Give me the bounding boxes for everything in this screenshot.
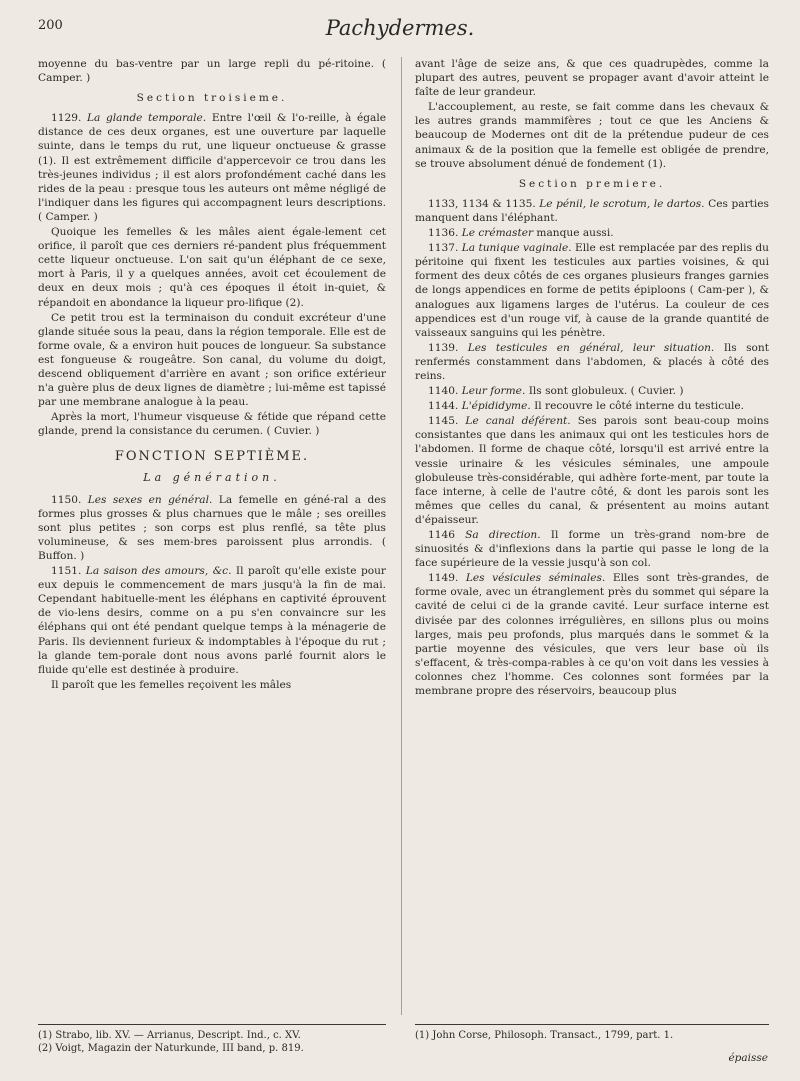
section-heading: Section troisieme. (136, 92, 288, 105)
paragraph-title: La glande temporale. (87, 112, 207, 125)
paragraph-title: Les vésicules séminales. (465, 572, 606, 585)
footnotes-left (38, 1024, 386, 1055)
paragraph: Ce petit trou est la terminaison du conduit excréteur d'une glande située sous la peau, dans la région temporale. Elle est de forme ovale, & a environ huit pouces de longueur. Sa substance est fongueuse & rougeâtre. Son canal, du volume du doigt, descend obliquement d'arrière en avant ; son orifice extérieur n'a guère plus de deux lignes de diamètre ; lui-même est tapissé par une membrane analogue à la peau. (38, 311, 386, 409)
paragraph-title: La tunique vaginale. (461, 242, 572, 255)
paragraph: Après la mort, l'humeur visqueuse & fétide que répand cette glande, prend la consistance du cerumen. ( Cuvier. ) (38, 411, 386, 438)
function-heading: FONCTION SEPTIÈME. (114, 449, 310, 465)
paragraph-title: Le canal déférent. (465, 415, 571, 428)
paragraph-title: Les testicules en général, leur situation. (467, 341, 715, 354)
paragraph-number: 1139. (428, 341, 459, 354)
paragraph-1145 (415, 414, 769, 527)
paragraph-number: 1149. (428, 572, 459, 585)
paragraph-text: Ses parois sont beau-coup moins consistantes que dans les animaux qui ont les testicules hors de l'abdomen. Il forme de chaque côté, lorsqu'il est arrivé entre la vessie urinaire & les vésicules séminales, une ampoule globuleuse très-considérable, qui adhère forte-ment, par toute la face interne, à celle de l'autre côté, & dont les parois sont les mêmes que celles du canal, & présentent au moins autant d'épaisseur. (415, 415, 769, 526)
paragraph-title: L'épididyme. (461, 400, 531, 413)
paragraph-number: 1133, 1134 & 1135. (428, 197, 536, 210)
paragraph-number: 1140. (428, 385, 459, 398)
page-number: 200 (38, 18, 63, 33)
paragraph-1137 (415, 241, 769, 340)
paragraph-1136 (415, 226, 769, 240)
footnote: (2) Voigt, Magazin der Naturkunde, III band, p. 819. (38, 1043, 304, 1054)
paragraph-text: Ils sont globuleux. ( Cuvier. ) (528, 385, 684, 398)
right-column (415, 57, 769, 699)
footnote: (1) Strabo, lib. XV. — Arrianus, Descript. Ind., c. XV. (38, 1030, 301, 1041)
running-head (0, 16, 800, 50)
paragraph-title: Sa direction. (465, 529, 541, 541)
catchword: épaisse (728, 1052, 768, 1064)
paragraph-text: Ils sont renfermés constamment dans l'abdomen, & placés à côté des reins. (415, 341, 769, 382)
footnote: (1) John Corse, Philosoph. Transact., 1799, part. 1. (415, 1030, 674, 1041)
running-title: Pachydermes. (325, 16, 475, 40)
paragraph-number: 1129. (51, 112, 82, 125)
paragraph-1129 (38, 111, 386, 224)
paragraph: avant l'âge de seize ans, & que ces quadrupèdes, comme la plupart des autres, peuvent se propager avant d'avoir atteint le faîte de leur grandeur. (415, 58, 769, 99)
paragraph-title: Leur forme. (461, 385, 526, 398)
paragraph-text: Entre l'œil & l'o-reille, à égale distance de ces deux organes, est une ouverture par laquelle suinte, dans le temps du rut, une liqueur onctueuse & grasse (1). Il est extrêmement difficile d'appercevoir ce trou dans les très-jeunes individus ; il est alors profondément caché dans les rides de la peau : presque tous les auteurs ont même négligé de l'indiquer dans les figures qui accompagnent leurs descriptions. ( Camper. ) (38, 112, 386, 223)
paragraph-1139 (415, 341, 769, 383)
paragraph-text: Elles sont très-grandes, de forme ovale, avec un étranglement près du sommet qui sépare la cavité de celui ci de la grande cavité. Leur surface interne est divisée par des colonnes irrégulières, en sillons plus ou moins larges, mais peu profonds, plus marqués dans le sommet & la partie moyenne des vésicules, que vers leur base où ils s'effacent, & très-compa-rables à ce qu'on voit dans les vessies à colonnes chez l'homme. Ces colonnes sont formées par la membrane propre des réservoirs, beaucoup plus (415, 572, 770, 698)
paragraph-1151 (38, 564, 386, 677)
paragraph: Quoique les femelles & les mâles aient égale-lement cet orifice, il paroît que ces derniers ré-pandent plus fréquemment cette liqueur onctueuse. L'on sait qu'un éléphant de ce sexe, mort à Paris, il y a quelques années, avoit cet écoulement de deux en deux mois ; qu'à ces époques il étoit in-quiet, & répandoit en abondance la liqueur pro-lifique (2). (38, 226, 386, 309)
column-divider (401, 57, 402, 1015)
subheading: La génération. (143, 470, 281, 484)
paragraph-number: 1136. (428, 227, 459, 240)
paragraph-number: 1146 (428, 529, 455, 541)
paragraph-number: 1150. (51, 493, 82, 506)
paragraph-title: La saison des amours, &c. (85, 565, 232, 578)
paragraph-number: 1144. (428, 400, 459, 413)
left-column (38, 57, 386, 693)
paragraph-1133 (415, 197, 769, 225)
paragraph-1146 (415, 528, 769, 570)
paragraph-text: Il paroît qu'elle existe pour eux depuis le commencement de mars jusqu'à la fin de mai. Cependant habituelle-ment les éléphans en captivité éprouvent de vio-lens desirs, comme on a pu s'en convaincre sur les éléphans qui ont été pendant quelque temps à la ménagerie de Paris. Ils deviennent furieux & indomptables à l'époque du rut ; la glande tem-porale dont nous avons parlé fournit alors le fluide qu'elle est destinée à produire. (38, 565, 386, 676)
paragraph: L'accouplement, au reste, se fait comme dans les chevaux & les autres grands mammifères ; tout ce que les Anciens & beaucoup de Modernes ont dit de la prétendue pudeur de ces animaux & de la position que la femelle est obligée de prendre, se trouve absolument dénué de fondement (1). (415, 101, 769, 170)
paragraph-text: manque aussi. (536, 227, 614, 240)
paragraph-number: 1151. (51, 565, 82, 578)
paragraph: moyenne du bas-ventre par un large repli du pé-ritoine. ( Camper. ) (38, 58, 386, 85)
footnotes-right (415, 1024, 769, 1042)
paragraph-number: 1145. (428, 415, 459, 428)
paragraph-1149 (415, 571, 769, 698)
paragraph-text: Elle est remplacée par des replis du péritoine qui fixent les testicules aux parties voisines, & qui forment des deux côtés de ces organes plusieurs franges garnies de longs appendices en forme de petits épiploons ( Cam-per ), & analogues aux ligamens larges de l'utérus. La couleur de ces appendices est d'un rouge vif, à cause de la grande quantité de vaisseaux sanguins qui les pénètre. (415, 242, 769, 339)
paragraph-title: Les sexes en général. (87, 493, 213, 506)
paragraph-1150 (38, 493, 386, 563)
paragraph-text: Il forme un très-grand nom-bre de sinuosités & d'inflexions dans la partie qui passe le long de la face supérieure de la vessie jusqu'à son col. (415, 529, 770, 570)
paragraph: Il paroît que les femelles reçoivent les mâles (51, 678, 292, 691)
paragraph-text: La femelle en géné-ral a des formes plus grosses & plus charnues que le mâle ; ses oreilles sont plus petites ; son corps est plus renflé, sa tête plus volumineuse, & ses mem-bres paroissent plus arrondis. ( Buffon. ) (38, 493, 386, 562)
paragraph-1140 (415, 384, 769, 398)
paragraph-title: Le pénil, le scrotum, le dartos. (539, 197, 705, 210)
paragraph-text: Il recouvre le côté interne du testicule. (534, 400, 745, 413)
paragraph-number: 1137. (428, 242, 459, 255)
paragraph-1144 (415, 399, 769, 413)
section-heading: Section premiere. (518, 177, 666, 190)
paragraph-title: Le crémaster (461, 227, 534, 240)
paragraph-text: Ces parties manquent dans l'éléphant. (415, 197, 769, 224)
